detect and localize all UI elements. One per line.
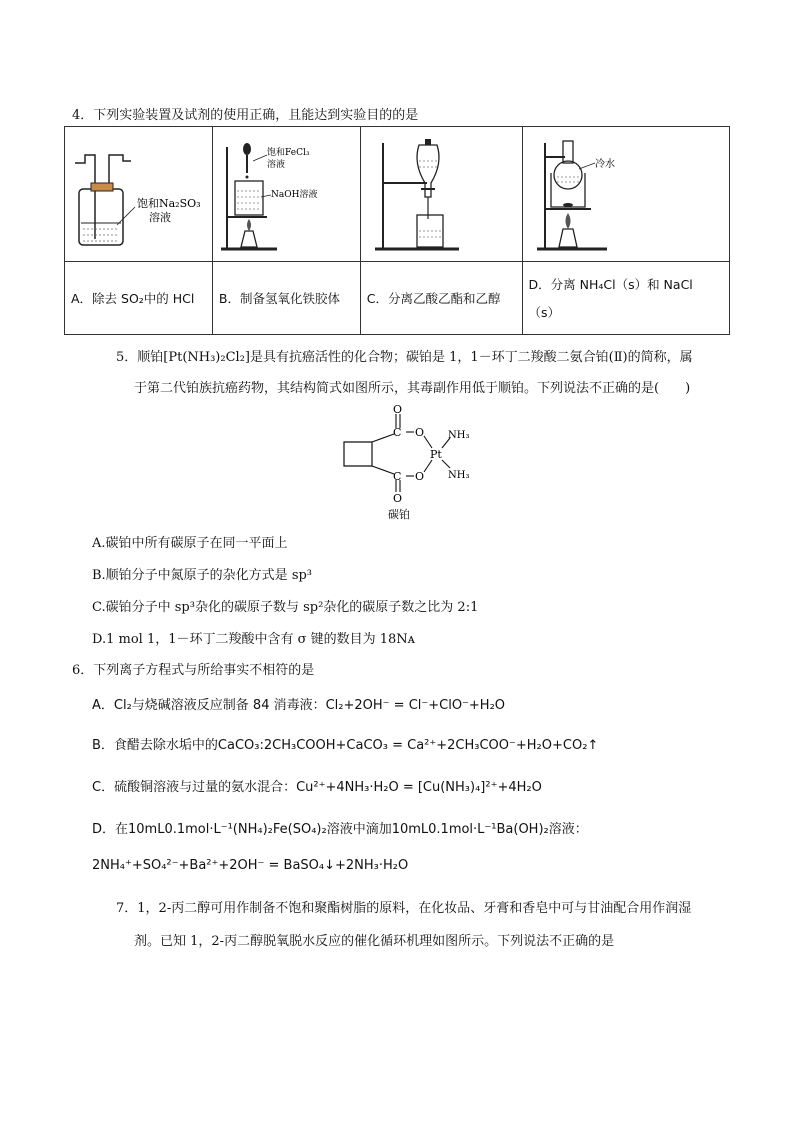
q4-apparatus-table	[64, 126, 730, 335]
q7-stem-line2: 剂。已知 1，2-丙二醇脱氧脱水反应的催化循环机理如图所示。下列说法不正确的是	[134, 934, 615, 949]
separatory-funnel-diagram	[361, 127, 523, 261]
apparatus-b-cell	[212, 127, 360, 262]
colloid-preparation-diagram	[213, 127, 361, 261]
apparatus-c-cell	[360, 127, 522, 262]
q6-option-a[interactable]: A．Cl₂与烧碱溶液反应制备 84 消毒液：Cl₂+2OH⁻ = Cl⁻+ClO⁻+H₂O	[92, 698, 506, 713]
apparatus-b-label-1: 饱和FeCl₃	[266, 148, 310, 158]
apparatus-b-label-2: 溶液	[266, 160, 285, 170]
apparatus-a-cell	[65, 127, 213, 262]
platinum: Pt	[430, 448, 442, 461]
apparatus-b-label-3: NaOH溶液	[270, 190, 318, 200]
oxygen-top: O	[415, 426, 425, 439]
q5-stem-line1: 5．顺铂[Pt(NH₃)₂Cl₂]是具有抗癌活性的化合物；碳铂是 1，1－环丁二羧酸二氨合铂(Ⅱ)的简称，属	[116, 350, 693, 365]
q5-option-c[interactable]: C.碳铂分子中 sp³杂化的碳原子数与 sp²杂化的碳原子数之比为 2:1	[92, 600, 479, 615]
oxygen-bottom: O	[415, 470, 425, 483]
ammine-top: NH₃	[448, 430, 470, 441]
q4-option-a[interactable]: A．除去 SO₂中的 HCl	[65, 262, 213, 335]
q6-option-b[interactable]: B．食醋去除水垢中的CaCO₃:2CH₃COOH+CaCO₃ = Ca²⁺+2CH₃COO⁻+H₂O+CO₂↑	[92, 738, 599, 753]
structure-caption: 碳铂	[388, 508, 410, 521]
q4-option-d-line2: （s）	[528, 305, 561, 320]
apparatus-a-label-2: 溶液	[149, 211, 171, 224]
q4-option-c[interactable]: C．分离乙酸乙酯和乙醇	[360, 262, 522, 335]
q6-option-d-equation: 2NH₄⁺+SO₄²⁻+Ba²⁺+2OH⁻ = BaSO₄↓+2NH₃·H₂O	[92, 858, 409, 873]
carboplatin-structure	[330, 404, 490, 524]
q5-stem-line2: 于第二代铂族抗癌药物，其结构简式如图所示，其毒副作用低于顺铂。下列说法不正确的是( )	[134, 381, 691, 396]
carbon-top: C	[393, 426, 402, 439]
q5-option-d[interactable]: D.1 mol 1，1－环丁二羧酸中含有 σ 键的数目为 18Nᴀ	[92, 632, 416, 647]
carbonyl-o-bottom: O	[393, 492, 403, 505]
q6-option-c[interactable]: C．硫酸铜溶液与过量的氨水混合：Cu²⁺+4NH₃·H₂O = [Cu(NH₃)₄]²⁺+4H₂O	[92, 780, 542, 795]
q4-option-b[interactable]: B．制备氢氧化铁胶体	[212, 262, 360, 335]
q5-option-a[interactable]: A.碳铂中所有碳原子在同一平面上	[92, 536, 288, 551]
carbonyl-o-top: O	[393, 404, 403, 416]
q4-stem: 4．下列实验装置及试剂的使用正确，且能达到实验目的的是	[72, 108, 419, 123]
sublimation-diagram	[523, 127, 731, 261]
apparatus-d-cell	[522, 127, 729, 262]
q6-stem: 6．下列离子方程式与所给事实不相符的是	[72, 663, 315, 678]
q4-option-d-line1: D．分离 NH₄Cl（s）和 NaCl	[528, 277, 693, 292]
ammine-bottom: NH₃	[448, 470, 470, 481]
q4-option-d[interactable]	[522, 262, 729, 335]
q7-stem-line1: 7．1，2-丙二醇可用作制备不饱和聚酯树脂的原料，在化妆品、牙膏和香皂中可与甘油配合用作润湿	[116, 901, 692, 916]
apparatus-a-label-1: 饱和Na₂SO₃	[137, 197, 201, 210]
apparatus-d-label: 冷水	[594, 159, 615, 170]
carbon-bottom: C	[393, 470, 402, 483]
q5-option-b[interactable]: B.顺铂分子中氮原子的杂化方式是 sp³	[92, 568, 313, 583]
q6-option-d[interactable]: D．在10mL0.1mol·L⁻¹(NH₄)₂Fe(SO₄)₂溶液中滴加10mL0.1mol·L⁻¹Ba(OH)₂溶液：	[92, 822, 588, 837]
gas-washing-bottle-diagram	[65, 127, 213, 261]
